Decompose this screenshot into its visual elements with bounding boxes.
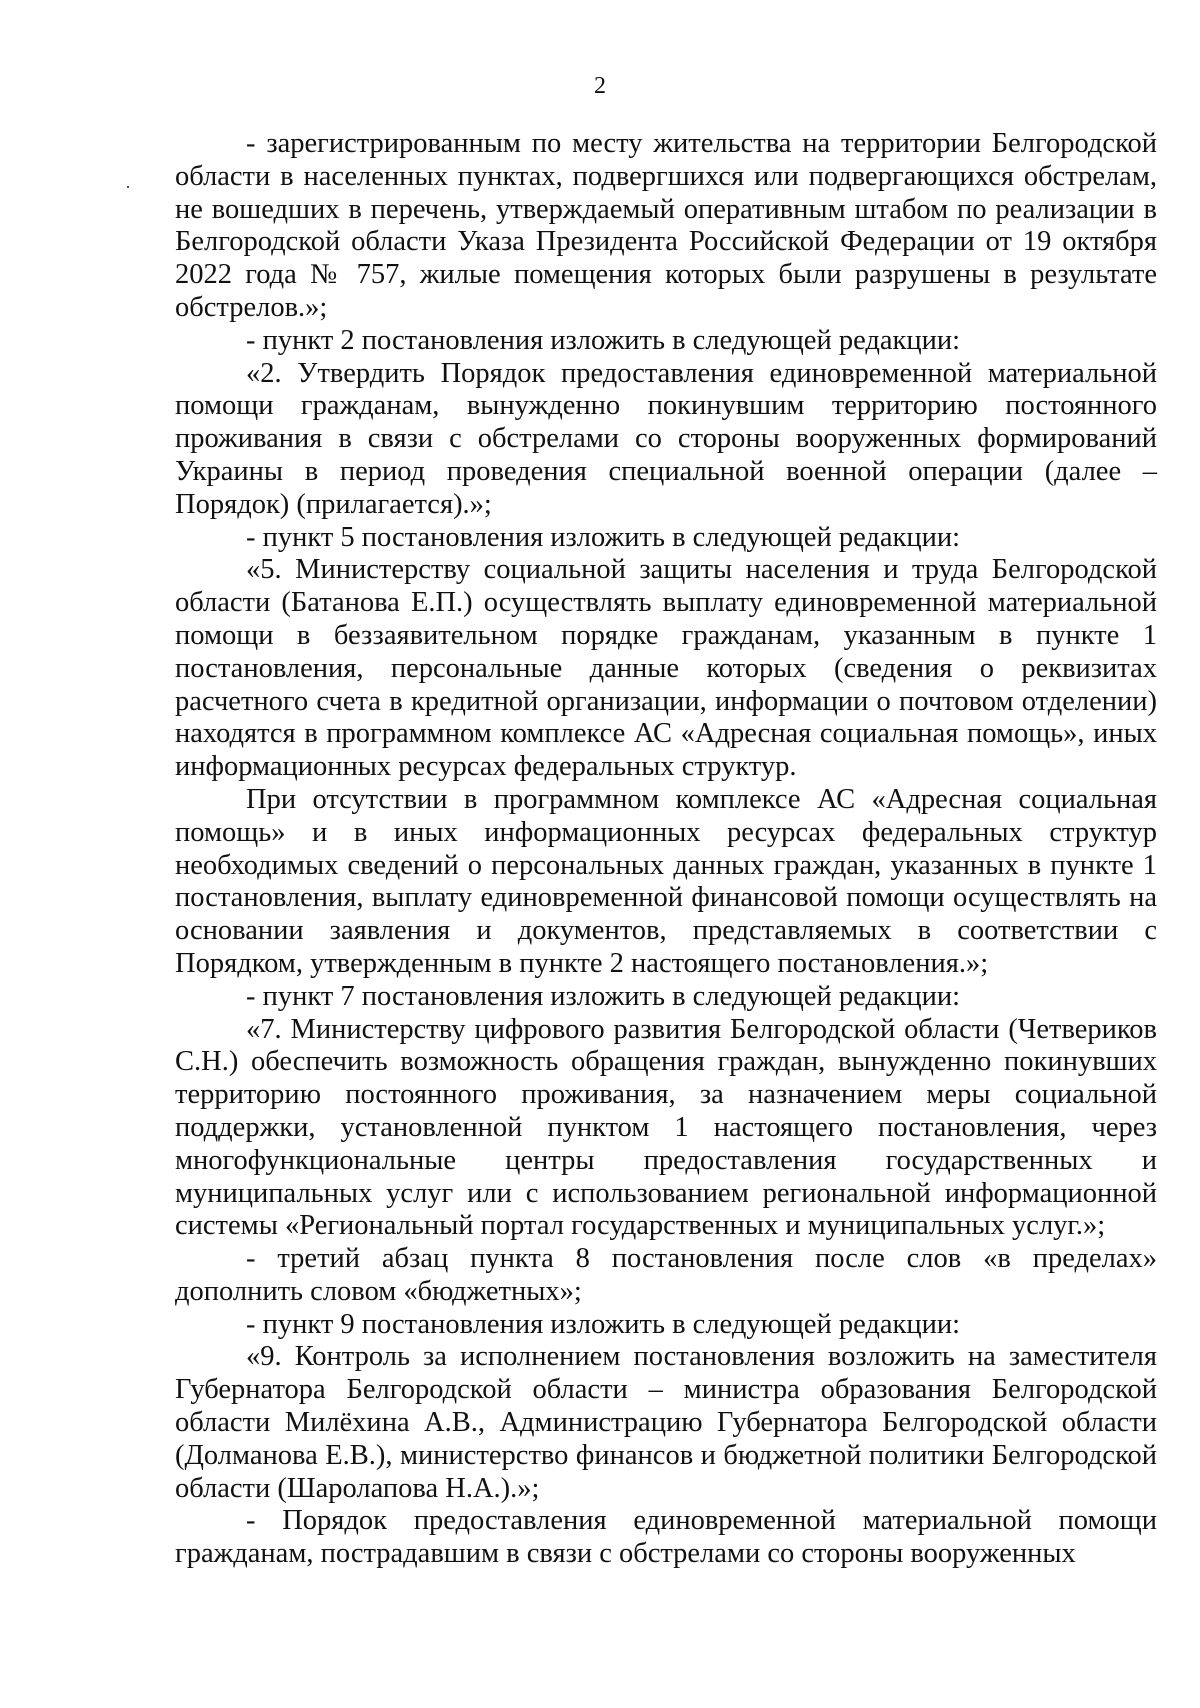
paragraph-item-5-instruction: - пункт 5 постановления изложить в следующей редакции: [246,521,961,553]
paragraph-item-7-text: «7. Министерству цифрового развития Белгородской области (Четвериков С.Н.) обеспечить возможность обращения граждан, вынужденно покинувших территорию постоянного проживания, за назначением меры социальной поддержки, установленной пунктом 1 настоящего постановления, через многофункциональные центры предоставления государственных и муниципальных услуг или с использованием региональной информационной системы «Региональный портал государственных и муниципальных услуг.»; [175,1013,1157,1242]
paragraph-item-9-text: «9. Контроль за исполнением постановления возложить на заместителя Губернатора Белгородской области – министра образования Белгородской области Милёхина А.В., Администрацию Губернатора Белгородской области (Долманова Е.В.), министерство финансов и бюджетной политики Белгородской области (Шаролапова Н.А.).»; [175,1341,1157,1504]
paragraph-item-2-instruction: - пункт 2 постановления изложить в следующей редакции: [246,324,961,356]
paragraph-item-7-instruction: - пункт 7 постановления изложить в следующей редакции: [246,980,961,1012]
paragraph-item-8-amendment: - третий абзац пункта 8 постановления после слов «в пределах» дополнить словом «бюджетных»; [175,1243,1157,1307]
paragraph-item-2-text: «2. Утвердить Порядок предоставления единовременной материальной помощи гражданам, вынужденно покинувшим территорию постоянного проживания в связи с обстрелами со стороны вооруженных формирований Украины в период проведения специальной военной операции (далее – Порядок) (прилагается).»; [175,357,1157,520]
paragraph-item-5-continuation: При отсутствии в программном комплексе АС «Адресная социальная помощь» и в иных информационных ресурсах федеральных структур необходимых сведений о персональных данных граждан, указанных в пункте 1 постановления, выплату единовременной финансовой помощи осуществлять на основании заявления и документов, представляемых в соответствии с Порядком, утвержденным в пункте 2 настоящего постановления.»; [175,783,1157,979]
document-body [175,128,1157,1571]
paragraph-item-9-instruction: - пункт 9 постановления изложить в следующей редакции: [246,1308,961,1340]
page-number: 2 [594,73,606,99]
paragraph-procedure-start: - Порядок предоставления единовременной материальной помощи гражданам, пострадавшим в связи с обстрелами со стороны вооруженных [175,1505,1157,1570]
paragraph-registered-residents: - зарегистрированным по месту жительства на территории Белгородской области в населенных пунктах, подвергшихся или подвергающихся обстрелам, не вошедших в перечень, утверждаемый оперативным штабом по реализации в Белгородской области Указа Президента Российской Федерации от 19 октября 2022 года № 757, жилые помещения которых были разрушены в результате обстрелов.»; [175,128,1157,323]
paragraph-item-5-text: «5. Министерству социальной защиты населения и труда Белгородской области (Батанова Е.П.) осуществлять выплату единовременной материальной помощи в беззаявительном порядке гражданам, указанным в пункте 1 постановления, персональные данные которых (сведения о реквизитах расчетного счета в кредитной организации, информации о почтовом отделении) находятся в программном комплексе АС «Адресная социальная помощь», иных информационных ресурсах федеральных структур. [175,554,1157,783]
scan-speck [127,186,129,188]
